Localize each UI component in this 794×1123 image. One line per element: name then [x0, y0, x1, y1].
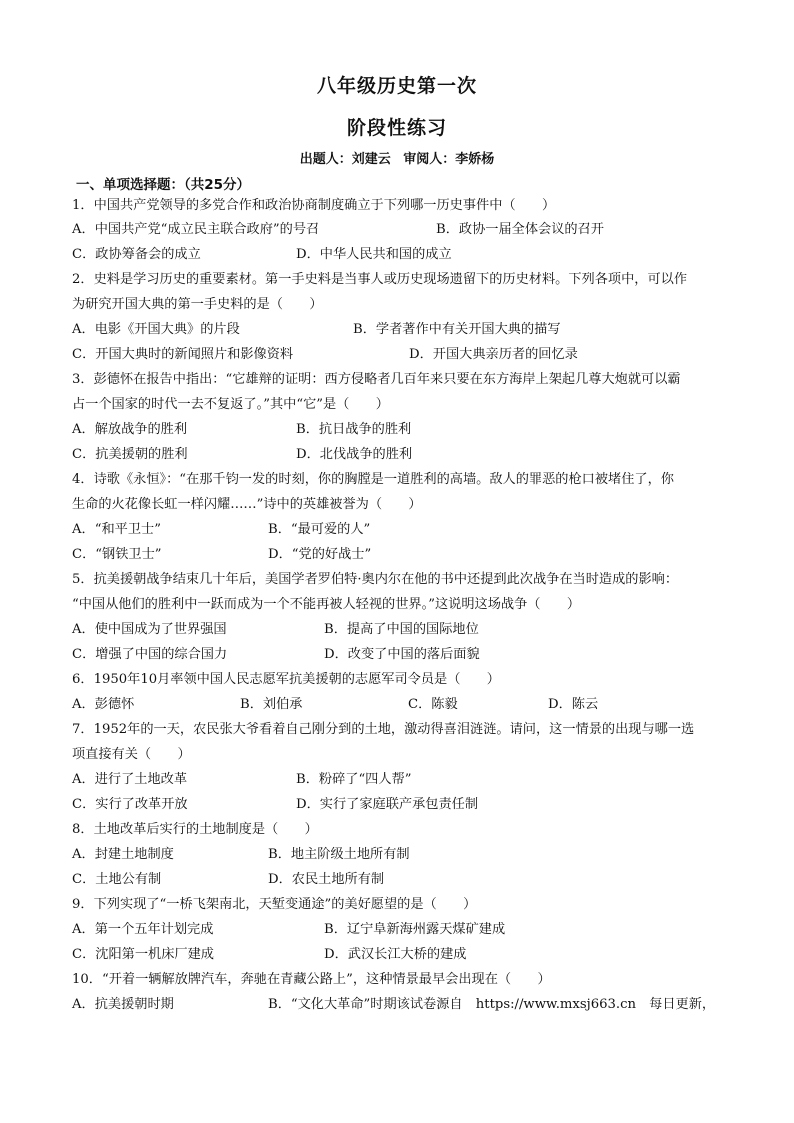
- reviewer-name: 审阅人：李娇杨: [403, 152, 495, 167]
- question-1-option-b: B．政协一届全体会议的召开: [436, 222, 604, 237]
- question-5-stem-line-2: “中国从他们的胜利中一跃而成为一个不能再被人轻视的世界。”这说明这场战争（ ）: [72, 597, 581, 612]
- question-8-option-d: D．农民土地所有制: [268, 872, 385, 887]
- question-4-option-b: B．“最可爱的人”: [268, 522, 371, 537]
- question-2-stem-line-1: 2．史料是学习历史的重要素材。第一手史料是当事人或历史现场遗留下的历史材料。下列各项中，可以作: [72, 272, 688, 287]
- question-4-stem-line-1: 4．诗歌《永恒》：“在那千钧一发的时刻，你的胸膛是一道胜利的高墙。敌人的罪恶的枪口被堵住了，你: [72, 472, 674, 487]
- page-title-line2: 阶段性练习: [346, 117, 447, 139]
- question-4-stem-line-2: 生命的火花像长虹一样闪耀……”诗中的英雄被誉为（ ）: [72, 497, 422, 512]
- author-name: 出题人：刘建云: [299, 152, 391, 167]
- question-5-stem-line-1: 5．抗美援朝战争结束几十年后，美国学者罗伯特·奥内尔在他的书中还提到此次战争在当时造成的影响：: [72, 572, 679, 587]
- question-7-option-c: C．实行了改革开放: [72, 797, 188, 812]
- question-2-option-b: B．学者著作中有关开国大典的描写: [353, 322, 561, 337]
- question-10-stem-line-1: 10．“开着一辆解放牌汽车，奔驰在青藏公路上”，这种情景最早会出现在（ ）: [72, 972, 551, 987]
- question-4-option-a: A．“和平卫士”: [72, 522, 161, 537]
- question-8-stem-line-1: 8．土地改革后实行的土地制度是（ ）: [72, 822, 318, 837]
- question-7-stem-line-1: 7．1952年的一天，农民张大爷看着自己刚分到的土地，激动得喜泪涟涟。请问，这一情景的出现与哪一选: [72, 722, 695, 737]
- question-3-option-b: B．抗日战争的胜利: [296, 422, 412, 437]
- question-9-option-c: C．沈阳第一机床厂建成: [72, 947, 214, 962]
- question-3-option-d: D．北伐战争的胜利: [296, 447, 413, 462]
- question-7-option-b: B．粉碎了“四人帮”: [296, 772, 412, 787]
- question-8-option-b: B．地主阶级土地所有制: [268, 847, 410, 862]
- question-10-option-b: B．“文化大革命”时期该试卷源自 https://www.mxsj663.cn 每日更新，: [268, 997, 716, 1012]
- question-9-option-d: D．武汉长江大桥的建成: [324, 947, 467, 962]
- question-5-option-a: A．使中国成为了世界强国: [72, 622, 227, 637]
- question-7-stem-line-2: 项直接有关（ ）: [72, 747, 191, 762]
- question-3-stem-line-2: 占一个国家的时代一去不复返了。”其中“它”是（ ）: [72, 397, 389, 412]
- question-1-option-a: A．中国共产党“成立民主联合政府”的号召: [72, 222, 320, 237]
- question-6-stem-line-1: 6．1950年10月率领中国人民志愿军抗美援朝的志愿军司令员是（ ）: [72, 672, 500, 687]
- question-6-option-a: A．彭德怀: [72, 697, 135, 712]
- question-4-option-d: D．“党的好战士”: [268, 547, 372, 562]
- question-3-stem-line-1: 3．彭德怀在报告中指出：“它雄辩的证明：西方侵略者几百年来只要在东方海岸上架起几尊大炮就可以霸: [72, 372, 681, 387]
- question-1-stem-line-1: 1．中国共产党领导的多党合作和政治协商制度确立于下列哪一历史事件中（ ）: [72, 198, 556, 213]
- question-3-option-c: C．抗美援朝的胜利: [72, 447, 188, 462]
- question-2-option-a: A．电影《开国大典》的片段: [72, 322, 240, 337]
- question-5-option-c: C．增强了中国的综合国力: [72, 647, 228, 662]
- question-1-option-c: C．政协筹备会的成立: [72, 247, 201, 262]
- question-10-option-a: A．抗美援朝时期: [72, 997, 174, 1012]
- question-3-option-a: A．解放战争的胜利: [72, 422, 188, 437]
- author-line: [0, 148, 794, 167]
- question-4-option-c: C．“钢铁卫士”: [72, 547, 162, 562]
- question-7-option-d: D．实行了家庭联产承包责任制: [296, 797, 479, 812]
- question-6-option-c: C．陈毅: [408, 697, 458, 712]
- question-2-option-c: C．开国大典时的新闻照片和影像资料: [72, 347, 294, 362]
- question-1-option-d: D．中华人民共和国的成立: [296, 247, 452, 262]
- section-heading: 一、单项选择题：（共25分）: [76, 177, 251, 193]
- page-title-line1: 八年级历史第一次: [316, 75, 477, 97]
- question-2-option-d: D．开国大典亲历者的回忆录: [409, 347, 578, 362]
- question-8-option-a: A．封建土地制度: [72, 847, 174, 862]
- question-9-option-b: B．辽宁阜新海州露天煤矿建成: [324, 922, 506, 937]
- question-9-stem-line-1: 9．下列实现了“一桥飞架南北，天堑变通途”的美好愿望的是（ ）: [72, 897, 477, 912]
- question-2-stem-line-2: 为研究开国大典的第一手史料的是（ ）: [72, 297, 323, 312]
- question-8-option-c: C．土地公有制: [72, 872, 162, 887]
- question-6-option-b: B．刘伯承: [240, 697, 303, 712]
- question-6-option-d: D．陈云: [548, 697, 599, 712]
- question-9-option-a: A．第一个五年计划完成: [72, 922, 214, 937]
- question-5-option-d: D．改变了中国的落后面貌: [324, 647, 480, 662]
- question-5-option-b: B．提高了中国的国际地位: [324, 622, 479, 637]
- question-7-option-a: A．进行了土地改革: [72, 772, 188, 787]
